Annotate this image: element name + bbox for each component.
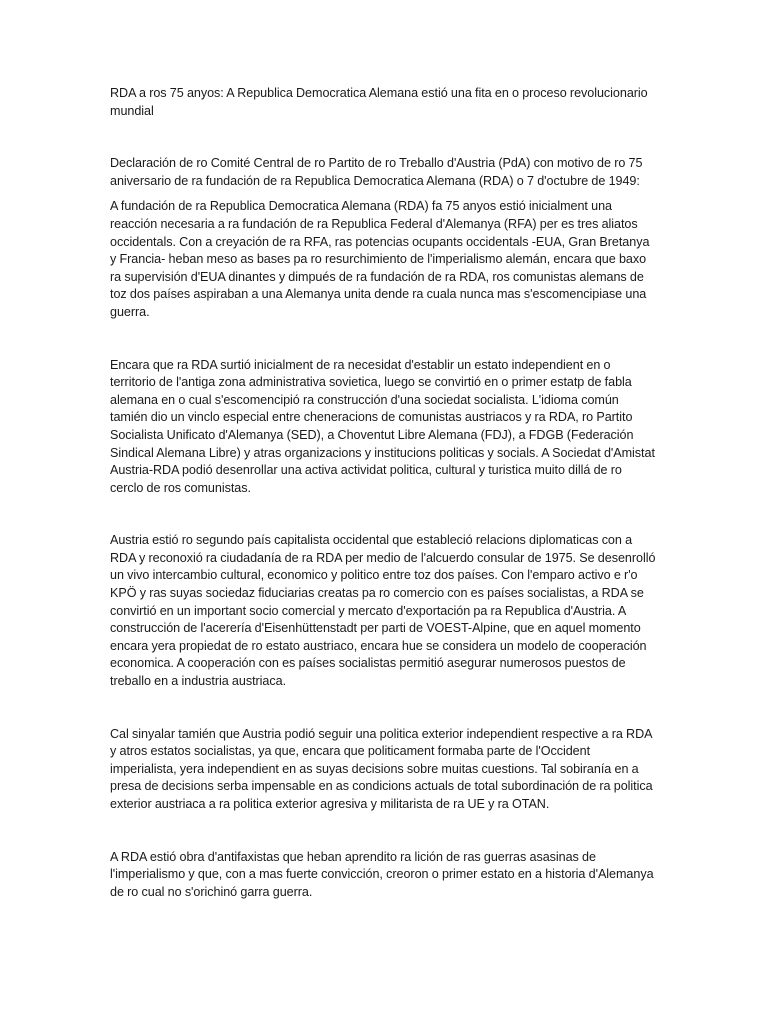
body-paragraph: Encara que ra RDA surtió inicialment de ra necesidat d'establir un estato independient en o territorio de l'antiga zona administrativa sovietica, luego se convirtió en o primer estatp de fabla alemana en o cual s'escomencipió ra construcción d'una sociedat socialista. L'idioma común tamién dio un vinclo especial entre cheneracions de comunistas austriacos y ra RDA, ro Partito Socialista Unificato d'Alemanya (SED), a Choventut Libre Alemana (FDJ), a FDGB (Federación Sindical Alemana Libre) y atras organizacions y institucions politicas y socials. A Sociedat d'Amistat Austria-RDA podió desenrollar una activa actividat politica, cultural y turistica muito dillá de ro cerclo de ros comunistas. [110,357,655,495]
document-title: RDA a ros 75 anyos: A Republica Democratica Alemana estió una fita en o proceso revolucionario mundial [110,86,648,118]
document-page [110,85,658,901]
body-paragraph: Austria estió ro segundo país capitalista occidental que estableció relacions diplomaticas con a RDA y reconoxió ra ciudadanía de ra RDA per medio de l'alcuerdo consular de 1975. Se desenrolló un vivo intercambio cultural, economico y politico entre toz dos países. Con l'emparo activo e r'o KPÖ y ras suyas sociedaz fiduciarias creatas pa ro comercio con es países socialistas, a RDA se convirtió en un important socio comercial y mercato d'exportación pa ra Republica d'Austria. A construcción de l'acerería d'Eisenhüttenstadt per parti de VOEST-Alpine, que en aquel momento encara yera propiedat de ro estato austriaco, encara hue se considera un modelo de cooperación economica. A cooperación con es países socialistas permitió asegurar numerosos puestos de treballo en a industria austriaca. [110,533,656,689]
intro-paragraph: Declaración de ro Comité Central de ro Partito de ro Treballo d'Austria (PdA) con motivo de ro 75 aniversario de ra fundación de ra Republica Democratica Alemana (RDA) o 7 d'octubre de 1949: [110,156,643,188]
body-paragraph: Cal sinyalar tamién que Austria podió seguir una politica exterior independient respective a ra RDA y atros estatos socialistas, ya que, encara que politicament formaba parte de l'Occident imperialista, yera independient en as suyas decisions sobre muitas cuestions. Tal sobiranía en a presa de decisions serba impensable en as condicions actuals de total subordinación de ra politica exterior austriaca a ra politica exterior agresiva y militarista de ra UE y ra OTAN. [110,726,653,811]
body-paragraph: A fundación de ra Republica Democratica Alemana (RDA) fa 75 anyos estió inicialment una reacción necesaria a ra fundación de ra Republica Federal d'Alemanya (RFA) per es tres aliatos occidentals. Con a creyación de ra RFA, ras potencias ocupants occidentals -EUA, Gran Bretanya y Francia- heban meso as bases pa ro resurchimiento de l'imperialismo alemán, encara que baxo ra supervisión d'EUA dinantes y dimpués de ra fundación de ra RDA, ros comunistas alemans de toz dos países aspiraban a una Alemanya unita dende ra cuala nunca mas s'escomencipiase una guerra. [110,199,650,319]
closing-paragraph: A RDA estió obra d'antifaxistas que heban aprendito ra lición de ras guerras asasinas de l'imperialismo y que, con a mas fuerte convicción, creoron o primer estato en a historia d'Alemanya de ro cual no s'orichinó garra guerra. [110,849,654,899]
